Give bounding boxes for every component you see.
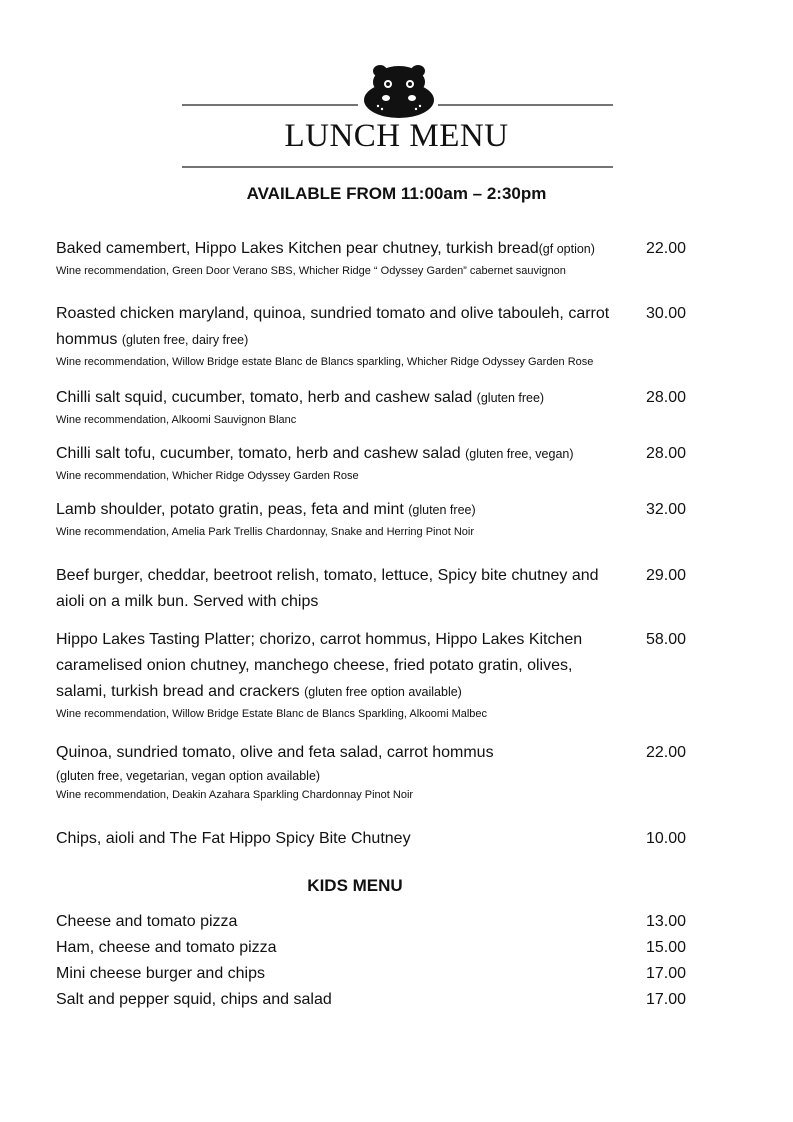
item-name: Beef burger, cheddar, beetroot relish, tomato, lettuce, Spicy bite chutney and (56, 567, 599, 584)
menu-item (56, 826, 740, 852)
kids-menu-title: KIDS MENU (307, 876, 403, 895)
item-price: 17.00 (645, 991, 686, 1008)
item-price: 17.00 (645, 965, 686, 982)
item-price: 28.00 (645, 389, 686, 406)
availability-hours: AVAILABLE FROM 11:00am – 2:30pm (246, 184, 547, 203)
wine-recommendation: Wine recommendation, Whicher Ridge Odyssey Garden Rose (56, 470, 359, 482)
item-price: 13.00 (645, 913, 686, 930)
menu-item (56, 563, 740, 615)
menu-title: LUNCH MENU (284, 118, 509, 154)
menu-item (56, 236, 740, 280)
item-name: salami, turkish bread and crackers (gluten free option available) (56, 683, 462, 700)
item-name: caramelised onion chutney, manchego cheese, fried potato gratin, olives, (56, 657, 573, 674)
item-dietary-note: (gf option) (538, 242, 595, 256)
wine-recommendation: Wine recommendation, Willow Bridge estate Blanc de Blancs sparkling, Whicher Ridge Odyssey Garden Rose (56, 356, 594, 368)
kids-menu-item (56, 909, 740, 935)
item-name: hommus (gluten free, dairy free) (56, 331, 249, 348)
kids-menu-item (56, 961, 740, 987)
item-dietary-note: (gluten free, vegetarian, vegan option available) (56, 769, 321, 783)
item-dietary-note: (gluten free, vegan) (465, 447, 574, 461)
item-price: 32.00 (645, 501, 686, 518)
item-name: Chilli salt tofu, cucumber, tomato, herb and cashew salad (gluten free, vegan) (56, 445, 574, 462)
item-name: Baked camembert, Hippo Lakes Kitchen pear chutney, turkish bread(gf option) (56, 240, 595, 257)
item-price: 30.00 (645, 305, 686, 322)
item-name: Chips, aioli and The Fat Hippo Spicy Bite Chutney (56, 830, 411, 847)
item-name: Salt and pepper squid, chips and salad (56, 991, 332, 1008)
wine-recommendation: Wine recommendation, Green Door Verano SBS, Whicher Ridge “ Odyssey Garden” cabernet sauvignon (56, 265, 566, 277)
wine-recommendation: Wine recommendation, Alkoomi Sauvignon Blanc (56, 414, 297, 426)
item-name: Mini cheese burger and chips (56, 965, 266, 982)
item-price: 29.00 (645, 567, 686, 584)
item-name: aioli on a milk bun. Served with chips (56, 593, 319, 610)
menu-item (56, 301, 740, 371)
item-price: 22.00 (645, 744, 686, 761)
item-name: Cheese and tomato pizza (56, 913, 238, 930)
item-name: Lamb shoulder, potato gratin, peas, feta and mint (gluten free) (56, 501, 476, 518)
item-dietary-note: (gluten free) (476, 391, 545, 405)
menu-item (56, 740, 740, 804)
menu-item (56, 627, 740, 723)
wine-recommendation: Wine recommendation, Amelia Park Trellis Chardonnay, Snake and Herring Pinot Noir (56, 526, 474, 538)
wine-recommendation: Wine recommendation, Willow Bridge Estate Blanc de Blancs Sparkling, Alkoomi Malbec (56, 708, 488, 720)
item-price: 10.00 (645, 830, 686, 847)
menu-item (56, 441, 740, 485)
item-price: 28.00 (645, 445, 686, 462)
item-price: 15.00 (645, 939, 686, 956)
item-name: Chilli salt squid, cucumber, tomato, herb and cashew salad (gluten free) (56, 389, 545, 406)
item-price: 22.00 (645, 240, 686, 257)
kids-menu-item (56, 935, 740, 961)
kids-menu-item (56, 987, 740, 1013)
menu-item (56, 497, 740, 541)
item-price: 58.00 (645, 631, 686, 648)
item-dietary-note: (gluten free option available) (304, 685, 462, 699)
wine-recommendation: Wine recommendation, Deakin Azahara Sparkling Chardonnay Pinot Noir (56, 789, 414, 801)
item-name: Quinoa, sundried tomato, olive and feta salad, carrot hommus (56, 744, 494, 761)
item-name: Hippo Lakes Tasting Platter; chorizo, carrot hommus, Hippo Lakes Kitchen (56, 631, 583, 648)
item-name: Roasted chicken maryland, quinoa, sundried tomato and olive tabouleh, carrot (56, 305, 610, 322)
item-name: Ham, cheese and tomato pizza (56, 939, 277, 956)
menu-item (56, 385, 740, 429)
item-dietary-note: (gluten free) (408, 503, 476, 517)
item-dietary-note: (gluten free, dairy free) (121, 333, 249, 347)
